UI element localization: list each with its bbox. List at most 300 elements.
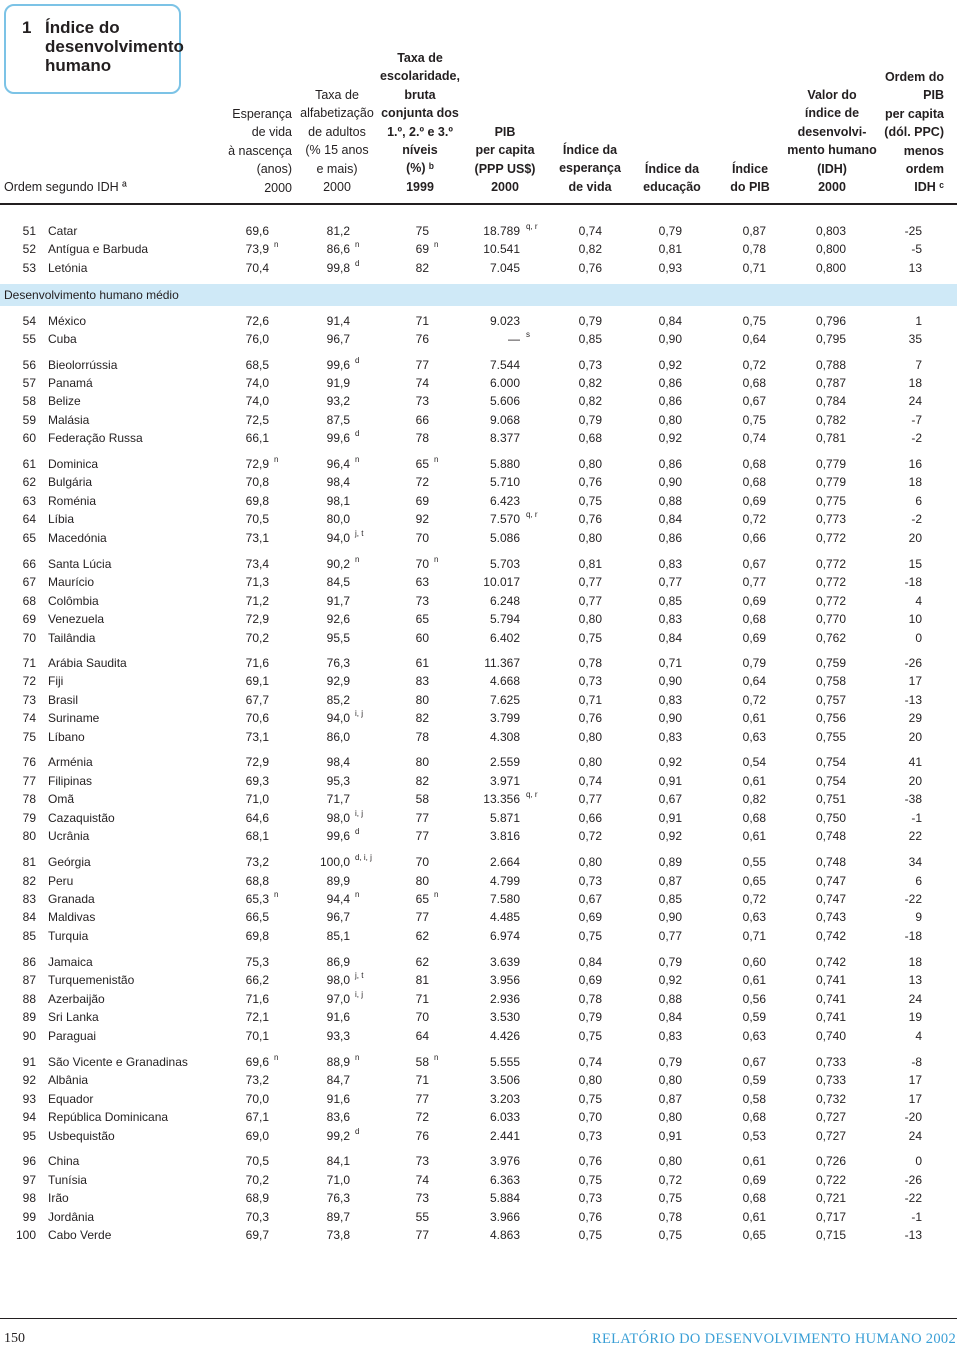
cell-c9: 29 bbox=[908, 711, 922, 725]
cell-c8: 0,781 bbox=[815, 431, 846, 445]
cell-c7: 0,61 bbox=[742, 973, 766, 987]
cell-c2: 99,6 bbox=[326, 829, 350, 843]
row-country: Maurício bbox=[48, 575, 95, 589]
footnote-f1: n bbox=[274, 1053, 279, 1062]
cell-c1: 73,1 bbox=[245, 730, 269, 744]
cell-c8: 0,722 bbox=[815, 1173, 846, 1187]
cell-c8: 0,772 bbox=[815, 575, 846, 589]
cell-c4: 7.570 bbox=[489, 512, 520, 526]
cell-c7: 0,58 bbox=[742, 1092, 766, 1106]
cell-c5: 0,70 bbox=[578, 1110, 602, 1124]
header-life-index: Índice da esperança de vida bbox=[559, 143, 621, 194]
cell-c9: 20 bbox=[908, 531, 922, 545]
footnote-f2: n bbox=[355, 555, 360, 564]
cell-c7: 0,68 bbox=[742, 612, 766, 626]
cell-c2: 94,0 bbox=[326, 531, 350, 545]
table-row bbox=[0, 492, 957, 510]
cell-c5: 0,76 bbox=[578, 711, 602, 725]
cell-c8: 0,803 bbox=[815, 224, 846, 238]
cell-c1: 70,2 bbox=[245, 631, 269, 645]
cell-c3: 62 bbox=[415, 955, 429, 969]
row-country: Fiji bbox=[48, 674, 64, 688]
cell-c1: 68,8 bbox=[245, 874, 269, 888]
cell-c6: 0,84 bbox=[658, 314, 682, 328]
cell-c3: 66 bbox=[415, 413, 429, 427]
cell-c5: 0,73 bbox=[578, 674, 602, 688]
cell-c5: 0,84 bbox=[578, 955, 602, 969]
cell-c8: 0,733 bbox=[815, 1055, 846, 1069]
row-rank: 89 bbox=[22, 1010, 36, 1024]
cell-c6: 0,83 bbox=[658, 1029, 682, 1043]
cell-c1: 73,1 bbox=[245, 531, 269, 545]
footnote-f3: n bbox=[434, 1053, 439, 1062]
cell-c1: 75,3 bbox=[245, 955, 269, 969]
cell-c9: 18 bbox=[908, 376, 922, 390]
cell-c9: -5 bbox=[911, 242, 922, 256]
row-rank: 72 bbox=[22, 674, 36, 688]
cell-c7: 0,68 bbox=[742, 811, 766, 825]
cell-c7: 0,79 bbox=[742, 656, 766, 670]
cell-c9: 41 bbox=[908, 755, 922, 769]
row-rank: 52 bbox=[22, 242, 36, 256]
cell-c9: 18 bbox=[908, 955, 922, 969]
cell-c9: 24 bbox=[908, 394, 922, 408]
cell-c8: 0,721 bbox=[815, 1191, 846, 1205]
footnote-f4: s bbox=[526, 330, 530, 339]
cell-c3: 77 bbox=[415, 910, 429, 924]
row-country: Bieolorrússia bbox=[48, 358, 118, 372]
cell-c4: 4.863 bbox=[489, 1228, 520, 1242]
cell-c7: 0,66 bbox=[742, 531, 766, 545]
row-country: São Vicente e Granadinas bbox=[48, 1055, 188, 1069]
cell-c2: 86,6 bbox=[326, 242, 350, 256]
cell-c2: 80,0 bbox=[326, 512, 350, 526]
cell-c5: 0,76 bbox=[578, 1210, 602, 1224]
chapter-title-box bbox=[4, 4, 184, 94]
row-country: Líbano bbox=[48, 730, 85, 744]
cell-c8: 0,758 bbox=[815, 674, 846, 688]
cell-c8: 0,757 bbox=[815, 693, 846, 707]
table-row bbox=[0, 827, 957, 845]
cell-c1: 74,0 bbox=[245, 376, 269, 390]
table-row bbox=[0, 529, 957, 547]
cell-c5: 0,77 bbox=[578, 594, 602, 608]
table-row bbox=[0, 1208, 957, 1226]
cell-c7: 0,71 bbox=[742, 929, 766, 943]
row-rank: 74 bbox=[22, 711, 36, 725]
cell-c2: 92,6 bbox=[326, 612, 350, 626]
cell-c6: 0,79 bbox=[658, 1055, 682, 1069]
row-country: Granada bbox=[48, 892, 95, 906]
footer-rule bbox=[0, 1318, 957, 1319]
footnote-f2: i, j bbox=[355, 990, 363, 999]
cell-c3: 80 bbox=[415, 755, 429, 769]
row-country: Belize bbox=[48, 394, 81, 408]
cell-c1: 68,5 bbox=[245, 358, 269, 372]
cell-c9: 16 bbox=[908, 457, 922, 471]
cell-c4: 2.664 bbox=[489, 855, 520, 869]
table-row bbox=[0, 1226, 957, 1244]
cell-c6: 0,87 bbox=[658, 1092, 682, 1106]
row-country: Líbia bbox=[48, 512, 75, 526]
row-rank: 69 bbox=[22, 612, 36, 626]
cell-c9: -13 bbox=[904, 693, 922, 707]
cell-c5: 0,69 bbox=[578, 910, 602, 924]
row-country: Brasil bbox=[48, 693, 79, 707]
cell-c4: 5.794 bbox=[489, 612, 520, 626]
cell-c1: 69,3 bbox=[245, 774, 269, 788]
cell-c4: 3.966 bbox=[489, 1210, 520, 1224]
cell-c3: 69 bbox=[415, 494, 429, 508]
row-country: República Dominicana bbox=[48, 1110, 169, 1124]
cell-c8: 0,717 bbox=[815, 1210, 846, 1224]
cell-c1: 66,1 bbox=[245, 431, 269, 445]
cell-c2: 94,0 bbox=[326, 711, 350, 725]
table-row bbox=[0, 908, 957, 926]
cell-c2: 98,4 bbox=[326, 755, 350, 769]
cell-c5: 0,79 bbox=[578, 314, 602, 328]
row-country: China bbox=[48, 1154, 80, 1168]
row-rank: 61 bbox=[22, 457, 36, 471]
cell-c1: 70,3 bbox=[245, 1210, 269, 1224]
table-row bbox=[0, 853, 957, 871]
cell-c6: 0,80 bbox=[658, 1073, 682, 1087]
cell-c4: 6.248 bbox=[489, 594, 520, 608]
row-country: Federação Russa bbox=[48, 431, 143, 445]
cell-c3: 74 bbox=[415, 1173, 429, 1187]
cell-c8: 0,741 bbox=[815, 973, 846, 987]
cell-c9: 15 bbox=[908, 557, 922, 571]
cell-c2: 93,2 bbox=[326, 394, 350, 408]
cell-c3: 65 bbox=[415, 892, 429, 906]
cell-c7: 0,53 bbox=[742, 1129, 766, 1143]
cell-c1: 71,6 bbox=[245, 656, 269, 670]
cell-c9: 6 bbox=[915, 874, 922, 888]
row-rank: 60 bbox=[22, 431, 36, 445]
row-rank: 96 bbox=[22, 1154, 36, 1168]
cell-c5: 0,67 bbox=[578, 892, 602, 906]
cell-c8: 0,759 bbox=[815, 656, 846, 670]
cell-c8: 0,715 bbox=[815, 1228, 846, 1242]
cell-c1: 73,2 bbox=[245, 1073, 269, 1087]
table-row bbox=[0, 592, 957, 610]
row-rank: 90 bbox=[22, 1029, 36, 1043]
footnote-f4: q, r bbox=[526, 790, 538, 799]
cell-c6: 0,90 bbox=[658, 674, 682, 688]
row-country: Letónia bbox=[48, 261, 88, 275]
cell-c6: 0,84 bbox=[658, 631, 682, 645]
cell-c3: 73 bbox=[415, 394, 429, 408]
cell-c8: 0,762 bbox=[815, 631, 846, 645]
row-rank: 58 bbox=[22, 394, 36, 408]
table-row bbox=[0, 240, 957, 258]
cell-c6: 0,71 bbox=[658, 656, 682, 670]
cell-c4: 4.426 bbox=[489, 1029, 520, 1043]
cell-c1: 68,9 bbox=[245, 1191, 269, 1205]
cell-c5: 0,77 bbox=[578, 575, 602, 589]
cell-c7: 0,64 bbox=[742, 674, 766, 688]
cell-c3: 73 bbox=[415, 1154, 429, 1168]
cell-c3: 76 bbox=[415, 1129, 429, 1143]
header-life-expectancy: Esperança de vida à nascença (anos) 2000 bbox=[228, 107, 292, 195]
cell-c3: 65 bbox=[415, 457, 429, 471]
cell-c5: 0,75 bbox=[578, 1228, 602, 1242]
cell-c2: 91,6 bbox=[326, 1092, 350, 1106]
cell-c2: 85,1 bbox=[326, 929, 350, 943]
header-rank: Ordem segundo IDH ª bbox=[4, 180, 127, 194]
cell-c3: 58 bbox=[415, 1055, 429, 1069]
table-row bbox=[0, 927, 957, 945]
row-country: Bulgária bbox=[48, 475, 93, 489]
cell-c3: 77 bbox=[415, 829, 429, 843]
cell-c8: 0,727 bbox=[815, 1110, 846, 1124]
cell-c4: 10.017 bbox=[483, 575, 520, 589]
cell-c3: 82 bbox=[415, 261, 429, 275]
cell-c7: 0,69 bbox=[742, 1173, 766, 1187]
cell-c5: 0,74 bbox=[578, 1055, 602, 1069]
row-country: Tailândia bbox=[48, 631, 96, 645]
cell-c4: 5.606 bbox=[489, 394, 520, 408]
cell-c4: 3.506 bbox=[489, 1073, 520, 1087]
cell-c2: 98,1 bbox=[326, 494, 350, 508]
cell-c7: 0,59 bbox=[742, 1073, 766, 1087]
footnote-f3: n bbox=[434, 455, 439, 464]
cell-c5: 0,78 bbox=[578, 656, 602, 670]
cell-c5: 0,80 bbox=[578, 612, 602, 626]
cell-c6: 0,86 bbox=[658, 394, 682, 408]
cell-c2: 91,6 bbox=[326, 1010, 350, 1024]
cell-c6: 0,80 bbox=[658, 413, 682, 427]
row-country: Suriname bbox=[48, 711, 100, 725]
cell-c8: 0,779 bbox=[815, 457, 846, 471]
table-row bbox=[0, 753, 957, 771]
cell-c7: 0,60 bbox=[742, 955, 766, 969]
cell-c1: 69,8 bbox=[245, 929, 269, 943]
cell-c2: 89,9 bbox=[326, 874, 350, 888]
table-row bbox=[0, 473, 957, 491]
cell-c6: 0,86 bbox=[658, 457, 682, 471]
header-enrolment: Taxa de escolaridade, bruta conjunta dos 1.º, 2.º e 3.º níveis (%) ᵇ 1999 bbox=[380, 51, 460, 194]
cell-c1: 71,3 bbox=[245, 575, 269, 589]
row-rank: 92 bbox=[22, 1073, 36, 1087]
cell-c5: 0,75 bbox=[578, 631, 602, 645]
cell-c2: 96,7 bbox=[326, 910, 350, 924]
row-rank: 77 bbox=[22, 774, 36, 788]
cell-c6: 0,83 bbox=[658, 612, 682, 626]
cell-c9: 0 bbox=[915, 1154, 922, 1168]
cell-c5: 0,76 bbox=[578, 475, 602, 489]
row-country: Omã bbox=[48, 792, 75, 806]
cell-c7: 0,69 bbox=[742, 494, 766, 508]
cell-c7: 0,68 bbox=[742, 1110, 766, 1124]
cell-c3: 58 bbox=[415, 792, 429, 806]
cell-c2: 96,4 bbox=[326, 457, 350, 471]
table-row bbox=[0, 971, 957, 989]
table-row bbox=[0, 728, 957, 746]
cell-c7: 0,68 bbox=[742, 475, 766, 489]
cell-c3: 83 bbox=[415, 674, 429, 688]
row-country: Peru bbox=[48, 874, 74, 888]
cell-c8: 0,732 bbox=[815, 1092, 846, 1106]
cell-c3: 65 bbox=[415, 612, 429, 626]
cell-c9: 10 bbox=[908, 612, 922, 626]
cell-c9: -26 bbox=[904, 656, 922, 670]
cell-c7: 0,75 bbox=[742, 413, 766, 427]
cell-c8: 0,747 bbox=[815, 892, 846, 906]
cell-c4: 9.068 bbox=[489, 413, 520, 427]
table-row bbox=[0, 790, 957, 808]
cell-c9: -1 bbox=[911, 811, 922, 825]
footnote-f1: n bbox=[274, 890, 279, 899]
cell-c5: 0,76 bbox=[578, 261, 602, 275]
cell-c6: 0,88 bbox=[658, 992, 682, 1006]
cell-c1: 70,0 bbox=[245, 1092, 269, 1106]
row-rank: 54 bbox=[22, 314, 36, 328]
cell-c5: 0,75 bbox=[578, 929, 602, 943]
row-country: Panamá bbox=[48, 376, 93, 390]
cell-c6: 0,90 bbox=[658, 711, 682, 725]
cell-c8: 0,770 bbox=[815, 612, 846, 626]
cell-c4: 2.441 bbox=[489, 1129, 520, 1143]
cell-c5: 0,73 bbox=[578, 874, 602, 888]
row-rank: 87 bbox=[22, 973, 36, 987]
table-row bbox=[0, 990, 957, 1008]
footnote-f3: n bbox=[434, 555, 439, 564]
table-row bbox=[0, 392, 957, 410]
cell-c6: 0,85 bbox=[658, 892, 682, 906]
cell-c7: 0,77 bbox=[742, 575, 766, 589]
cell-c1: 68,1 bbox=[245, 829, 269, 843]
cell-c8: 0,772 bbox=[815, 594, 846, 608]
cell-c3: 72 bbox=[415, 475, 429, 489]
cell-c4: 3.203 bbox=[489, 1092, 520, 1106]
cell-c1: 67,1 bbox=[245, 1110, 269, 1124]
cell-c1: 69,8 bbox=[245, 494, 269, 508]
row-rank: 100 bbox=[15, 1228, 36, 1242]
row-country: Cabo Verde bbox=[48, 1228, 112, 1242]
cell-c7: 0,69 bbox=[742, 594, 766, 608]
cell-c7: 0,63 bbox=[742, 730, 766, 744]
cell-c6: 0,75 bbox=[658, 1191, 682, 1205]
cell-c1: 67,7 bbox=[245, 693, 269, 707]
cell-c4: 6.000 bbox=[489, 376, 520, 390]
page-number: 150 bbox=[4, 1331, 25, 1346]
cell-c3: 70 bbox=[415, 531, 429, 545]
cell-c2: 98,0 bbox=[326, 973, 350, 987]
cell-c1: 69,1 bbox=[245, 674, 269, 688]
footnote-f2: n bbox=[355, 455, 360, 464]
cell-c4: 7.045 bbox=[489, 261, 520, 275]
cell-c8: 0,751 bbox=[815, 792, 846, 806]
row-rank: 59 bbox=[22, 413, 36, 427]
cell-c4: 2.559 bbox=[489, 755, 520, 769]
table-row bbox=[0, 772, 957, 790]
cell-c3: 62 bbox=[415, 929, 429, 943]
cell-c3: 92 bbox=[415, 512, 429, 526]
cell-c1: 65,3 bbox=[245, 892, 269, 906]
row-rank: 55 bbox=[22, 332, 36, 346]
cell-c7: 0,61 bbox=[742, 829, 766, 843]
footnote-f1: n bbox=[274, 240, 279, 249]
row-country: Turquemenistão bbox=[48, 973, 135, 987]
cell-c8: 0,796 bbox=[815, 314, 846, 328]
cell-c9: 17 bbox=[908, 674, 922, 688]
cell-c6: 0,83 bbox=[658, 557, 682, 571]
table-row bbox=[0, 1071, 957, 1089]
cell-c4: 7.625 bbox=[489, 693, 520, 707]
cell-c8: 0,755 bbox=[815, 730, 846, 744]
cell-c4: 3.956 bbox=[489, 973, 520, 987]
row-rank: 66 bbox=[22, 557, 36, 571]
cell-c8: 0,742 bbox=[815, 929, 846, 943]
cell-c1: 71,6 bbox=[245, 992, 269, 1006]
chapter-number: 1 bbox=[22, 18, 32, 37]
row-country: Catar bbox=[48, 224, 78, 238]
cell-c5: 0,80 bbox=[578, 855, 602, 869]
row-rank: 93 bbox=[22, 1092, 36, 1106]
cell-c1: 73,9 bbox=[245, 242, 269, 256]
row-rank: 56 bbox=[22, 358, 36, 372]
row-rank: 57 bbox=[22, 376, 36, 390]
cell-c6: 0,90 bbox=[658, 332, 682, 346]
table-row bbox=[0, 672, 957, 690]
table-row bbox=[0, 1027, 957, 1045]
cell-c9: -18 bbox=[904, 929, 922, 943]
footnote-f2: n bbox=[355, 1053, 360, 1062]
row-country: Dominica bbox=[48, 457, 99, 471]
cell-c1: 70,5 bbox=[245, 512, 269, 526]
header-education-index: Índice da educação bbox=[643, 162, 701, 195]
cell-c4: 6.974 bbox=[489, 929, 520, 943]
header-rule bbox=[0, 203, 957, 205]
table-row bbox=[0, 259, 957, 277]
cell-c1: 73,2 bbox=[245, 855, 269, 869]
row-country: Ucrânia bbox=[48, 829, 90, 843]
cell-c6: 0,83 bbox=[658, 693, 682, 707]
row-country: Malásia bbox=[48, 413, 90, 427]
row-rank: 84 bbox=[22, 910, 36, 924]
table-row bbox=[0, 1152, 957, 1170]
cell-c1: 70,2 bbox=[245, 1173, 269, 1187]
cell-c9: -7 bbox=[911, 413, 922, 427]
row-country: Maldivas bbox=[48, 910, 96, 924]
row-country: Arménia bbox=[48, 755, 93, 769]
cell-c2: 90,2 bbox=[326, 557, 350, 571]
cell-c9: 13 bbox=[908, 973, 922, 987]
cell-c5: 0,76 bbox=[578, 512, 602, 526]
cell-c2: 84,5 bbox=[326, 575, 350, 589]
cell-c5: 0,73 bbox=[578, 358, 602, 372]
table-row bbox=[0, 872, 957, 890]
cell-c4: 6.402 bbox=[489, 631, 520, 645]
cell-c3: 81 bbox=[415, 973, 429, 987]
cell-c8: 0,747 bbox=[815, 874, 846, 888]
cell-c4: 6.363 bbox=[489, 1173, 520, 1187]
cell-c9: -18 bbox=[904, 575, 922, 589]
cell-c9: 4 bbox=[915, 594, 922, 608]
cell-c7: 0,69 bbox=[742, 631, 766, 645]
cell-c8: 0,748 bbox=[815, 829, 846, 843]
row-rank: 85 bbox=[22, 929, 36, 943]
cell-c6: 0,87 bbox=[658, 874, 682, 888]
row-rank: 67 bbox=[22, 575, 36, 589]
cell-c8: 0,733 bbox=[815, 1073, 846, 1087]
cell-c4: 2.936 bbox=[489, 992, 520, 1006]
cell-c4: 5.710 bbox=[489, 475, 520, 489]
cell-c5: 0,75 bbox=[578, 1092, 602, 1106]
row-rank: 65 bbox=[22, 531, 36, 545]
cell-c1: 72,9 bbox=[245, 457, 269, 471]
